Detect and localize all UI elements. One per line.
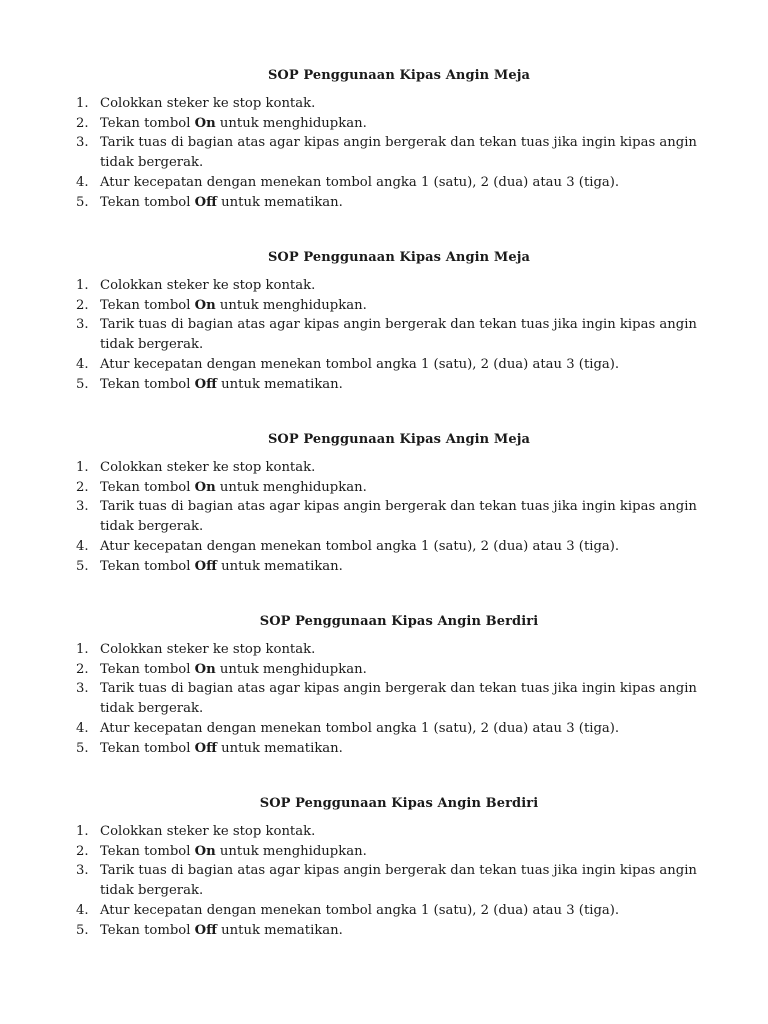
step-text — [100, 377, 343, 392]
step-text-part: Atur kecepatan dengan menekan tombol angka 1 (satu), 2 (dua) atau 3 (tiga). — [100, 720, 620, 736]
step-item — [70, 296, 710, 316]
step-bold-keyword: Off — [194, 376, 217, 392]
step-number: 5. — [76, 922, 89, 938]
step-number: 5. — [76, 376, 89, 392]
step-text — [100, 923, 343, 938]
step-item — [70, 679, 710, 718]
step-item — [70, 921, 710, 941]
sop-section — [70, 794, 710, 940]
step-text — [100, 175, 619, 190]
step-text-part: Tekan tombol — [100, 740, 195, 756]
step-number: 3. — [76, 681, 89, 697]
section-title: SOP Penggunaan Kipas Angin Meja — [267, 432, 531, 447]
step-number: 5. — [76, 558, 89, 574]
step-text-part: Tarik tuas di bagian atas agar kipas angin bergerak dan tekan tuas jika ingin kipas angin tidak bergerak. — [100, 681, 697, 717]
step-bold-keyword: On — [194, 661, 216, 677]
step-text — [100, 642, 315, 657]
section-title: SOP Penggunaan Kipas Angin Meja — [267, 250, 531, 265]
step-bold-keyword: On — [194, 843, 216, 859]
step-number: 2. — [76, 843, 89, 859]
step-item — [70, 557, 710, 577]
step-number: 2. — [76, 115, 89, 131]
step-item — [70, 315, 710, 354]
step-item — [70, 355, 710, 375]
step-text-part: untuk menghidupkan. — [215, 297, 367, 313]
steps-list — [70, 640, 710, 758]
step-item — [70, 842, 710, 862]
step-text-part: untuk menghidupkan. — [215, 479, 367, 495]
step-text — [100, 195, 343, 210]
step-item — [70, 660, 710, 680]
step-text-part: Tarik tuas di bagian atas agar kipas angin bergerak dan tekan tuas jika ingin kipas angin tidak bergerak. — [100, 863, 697, 899]
step-bold-keyword: Off — [194, 558, 217, 574]
step-text — [100, 844, 367, 859]
steps-list — [70, 458, 710, 576]
step-text — [100, 903, 619, 918]
step-number: 1. — [76, 824, 89, 839]
step-number: 4. — [76, 174, 89, 190]
step-text — [100, 741, 343, 756]
step-text-part: Tekan tombol — [100, 479, 195, 495]
step-number: 1. — [76, 96, 89, 111]
step-text-part: Tekan tombol — [100, 376, 195, 392]
step-item — [70, 173, 710, 193]
step-number: 3. — [76, 863, 89, 879]
step-bold-keyword: On — [194, 479, 216, 495]
step-text-part: untuk mematikan. — [216, 558, 343, 574]
step-text — [100, 357, 619, 372]
step-item — [70, 640, 710, 660]
step-text — [100, 116, 367, 131]
step-item — [70, 739, 710, 759]
step-text-part: untuk menghidupkan. — [215, 115, 367, 131]
step-number: 2. — [76, 479, 89, 495]
step-text — [100, 559, 343, 574]
step-text — [100, 278, 315, 293]
step-text-part: Atur kecepatan dengan menekan tombol angka 1 (satu), 2 (dua) atau 3 (tiga). — [100, 356, 620, 372]
step-text-part: Tarik tuas di bagian atas agar kipas angin bergerak dan tekan tuas jika ingin kipas angin tidak bergerak. — [100, 499, 697, 535]
step-bold-keyword: On — [194, 297, 216, 313]
step-bold-keyword: Off — [194, 194, 217, 210]
step-text — [100, 96, 315, 111]
step-text — [100, 499, 697, 534]
step-text — [100, 460, 315, 475]
step-item — [70, 478, 710, 498]
step-number: 3. — [76, 499, 89, 515]
step-item — [70, 719, 710, 739]
sop-section — [70, 430, 710, 576]
step-number: 5. — [76, 740, 89, 756]
step-text-part: Tarik tuas di bagian atas agar kipas angin bergerak dan tekan tuas jika ingin kipas angin tidak bergerak. — [100, 317, 697, 353]
step-number: 2. — [76, 297, 89, 313]
step-text — [100, 824, 315, 839]
sop-section — [70, 612, 710, 758]
step-text-part: Tarik tuas di bagian atas agar kipas angin bergerak dan tekan tuas jika ingin kipas angin tidak bergerak. — [100, 135, 697, 171]
step-number: 4. — [76, 356, 89, 372]
section-title: SOP Penggunaan Kipas Angin Berdiri — [259, 796, 539, 811]
step-item — [70, 537, 710, 557]
step-text-part: Tekan tombol — [100, 661, 195, 677]
step-text — [100, 863, 697, 898]
steps-list — [70, 94, 710, 212]
step-number: 4. — [76, 538, 89, 554]
step-text-part: Tekan tombol — [100, 194, 195, 210]
step-item — [70, 114, 710, 134]
step-text-part: Tekan tombol — [100, 297, 195, 313]
step-text-part: Colokkan steker ke stop kontak. — [100, 824, 316, 839]
step-text-part: Atur kecepatan dengan menekan tombol angka 1 (satu), 2 (dua) atau 3 (tiga). — [100, 174, 620, 190]
step-text — [100, 135, 697, 170]
section-title: SOP Penggunaan Kipas Angin Meja — [267, 68, 531, 83]
step-text-part: untuk menghidupkan. — [215, 843, 367, 859]
step-text-part: Colokkan steker ke stop kontak. — [100, 96, 316, 111]
step-text-part: Atur kecepatan dengan menekan tombol angka 1 (satu), 2 (dua) atau 3 (tiga). — [100, 538, 620, 554]
step-number: 3. — [76, 135, 89, 151]
step-text-part: Colokkan steker ke stop kontak. — [100, 460, 316, 475]
step-number: 1. — [76, 278, 89, 293]
section-title: SOP Penggunaan Kipas Angin Berdiri — [259, 614, 539, 629]
step-text-part: untuk mematikan. — [216, 376, 343, 392]
step-text-part: Colokkan steker ke stop kontak. — [100, 278, 316, 293]
step-item — [70, 94, 710, 114]
step-bold-keyword: Off — [194, 922, 217, 938]
step-text — [100, 662, 367, 677]
step-number: 1. — [76, 460, 89, 475]
step-text-part: Tekan tombol — [100, 843, 195, 859]
sop-section — [70, 248, 710, 394]
step-item — [70, 458, 710, 478]
step-text-part: Tekan tombol — [100, 558, 195, 574]
step-text — [100, 681, 697, 716]
step-bold-keyword: Off — [194, 740, 217, 756]
step-text — [100, 298, 367, 313]
step-text-part: Atur kecepatan dengan menekan tombol angka 1 (satu), 2 (dua) atau 3 (tiga). — [100, 902, 620, 918]
step-number: 4. — [76, 902, 89, 918]
steps-list — [70, 822, 710, 940]
step-text-part: untuk mematikan. — [216, 740, 343, 756]
step-number: 4. — [76, 720, 89, 736]
step-text-part: untuk menghidupkan. — [215, 661, 367, 677]
step-text — [100, 317, 697, 352]
step-item — [70, 133, 710, 172]
step-item — [70, 276, 710, 296]
step-text — [100, 480, 367, 495]
step-item — [70, 497, 710, 536]
step-item — [70, 193, 710, 213]
step-number: 3. — [76, 317, 89, 333]
step-number: 1. — [76, 642, 89, 657]
step-text — [100, 721, 619, 736]
step-item — [70, 901, 710, 921]
step-text-part: Colokkan steker ke stop kontak. — [100, 642, 316, 657]
step-number: 5. — [76, 194, 89, 210]
step-text-part: untuk mematikan. — [216, 194, 343, 210]
step-text-part: Tekan tombol — [100, 922, 195, 938]
step-item — [70, 822, 710, 842]
step-item — [70, 375, 710, 395]
step-text-part: untuk mematikan. — [216, 922, 343, 938]
step-number: 2. — [76, 661, 89, 677]
step-item — [70, 861, 710, 900]
step-text — [100, 539, 619, 554]
steps-list — [70, 276, 710, 394]
step-bold-keyword: On — [194, 115, 216, 131]
sop-section — [70, 66, 710, 212]
step-text-part: Tekan tombol — [100, 115, 195, 131]
